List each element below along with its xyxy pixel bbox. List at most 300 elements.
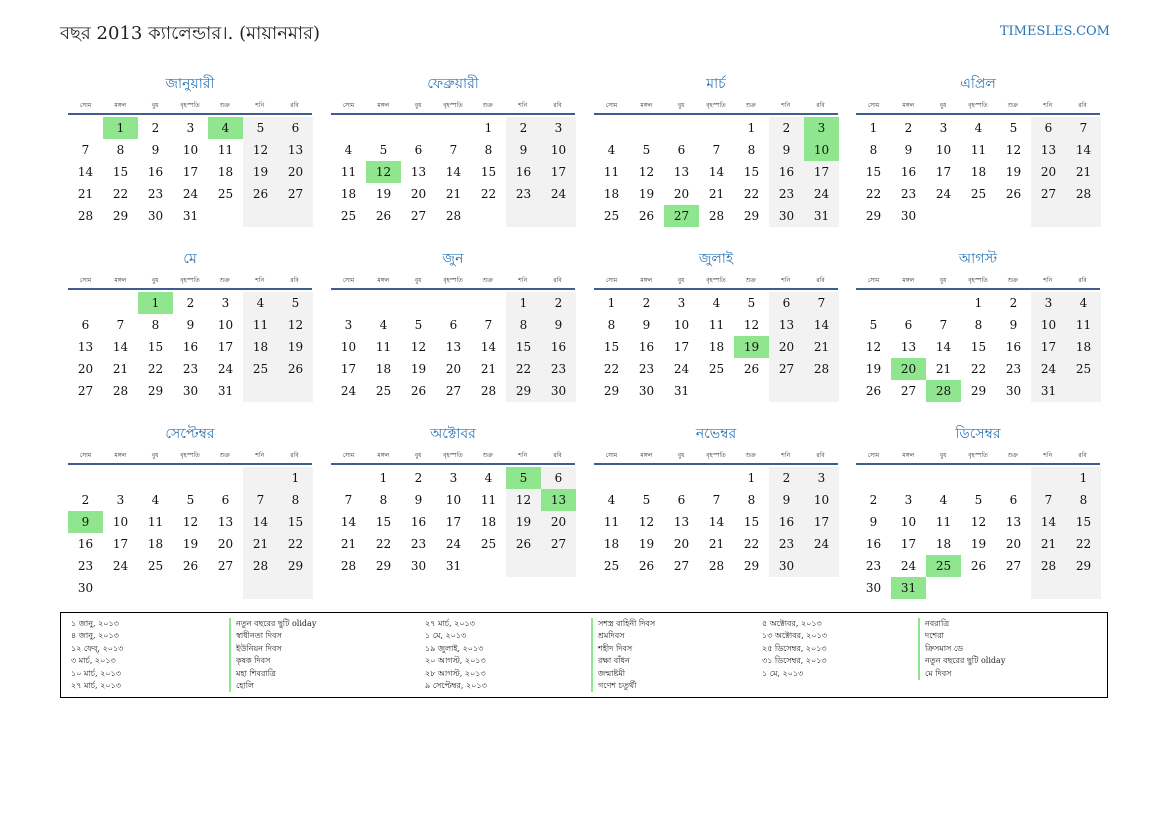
empty-day-cell: [208, 577, 243, 599]
holiday-day-cell: 28: [926, 380, 961, 402]
empty-day-cell: [208, 467, 243, 489]
day-cell: 17: [182, 165, 199, 179]
empty-day-cell: [401, 117, 436, 139]
day-cell: 18: [480, 515, 497, 529]
day-cell: 10: [541, 139, 576, 161]
empty-day-cell: [173, 467, 208, 489]
empty-day-cell: [804, 380, 839, 402]
empty-day-cell: [278, 205, 313, 227]
day-cell: 29: [970, 384, 987, 398]
empty-day-cell: [366, 117, 401, 139]
empty-day-cell: [664, 117, 699, 139]
day-cell: 7: [116, 318, 125, 332]
empty-day-cell: [996, 467, 1031, 489]
day-cell: 6: [414, 143, 423, 157]
month-name: মে: [183, 251, 197, 267]
day-cell: 1: [607, 296, 616, 310]
day-cell: 4: [1066, 292, 1101, 314]
day-cell: 25: [970, 187, 987, 201]
day-cell: 20: [673, 537, 690, 551]
day-cell: 29: [506, 380, 541, 402]
empty-day-cell: [926, 205, 961, 227]
day-cell: 31: [1031, 380, 1066, 402]
day-cell: 22: [865, 187, 882, 201]
holiday-name: গণেশ চতুর্থী: [591, 680, 655, 692]
empty-day-cell: [243, 380, 278, 402]
day-cell: 4: [712, 296, 721, 310]
day-cell: 8: [607, 318, 616, 332]
day-cell: 13: [217, 515, 234, 529]
weekday-label: মঙ্গল: [640, 102, 653, 109]
day-cell: 14: [77, 165, 94, 179]
month-name: আগস্ট: [958, 251, 998, 267]
weekday-label: শনি: [518, 277, 528, 284]
empty-day-cell: [961, 577, 996, 599]
day-cell: 20: [1031, 161, 1066, 183]
day-cell: 16: [77, 537, 94, 551]
day-cell: 25: [147, 559, 164, 573]
day-cell: 16: [769, 161, 804, 183]
holiday-name: শ্রমদিবস: [591, 630, 655, 642]
day-cell: 5: [869, 318, 878, 332]
day-cell: 11: [480, 493, 497, 507]
empty-day-cell: [103, 292, 138, 314]
holiday-name: শহীদ দিবস: [591, 643, 655, 655]
weekday-label: শুক্র: [1007, 102, 1018, 109]
day-cell: 15: [865, 165, 882, 179]
day-cell: 1: [484, 121, 493, 135]
holiday-name: হোলি: [229, 680, 316, 692]
weekday-header: [331, 98, 575, 115]
day-cell: 12: [1005, 143, 1022, 157]
day-cell: 3: [344, 318, 353, 332]
day-cell: 26: [182, 559, 199, 573]
holiday-date: ১৩ অক্টোবর, ২০১৩: [762, 631, 827, 641]
day-cell: 2: [541, 292, 576, 314]
holiday-date: ৫ অক্টোবর, ২০১৩: [762, 619, 822, 628]
day-cell: 23: [769, 533, 804, 555]
days-grid: [68, 467, 312, 599]
day-cell: 18: [243, 336, 278, 358]
day-cell: 18: [217, 165, 234, 179]
weekday-label: শুক্র: [1007, 277, 1018, 284]
day-cell: 27: [1031, 183, 1066, 205]
weekday-header: [856, 273, 1100, 290]
weekday-label: বৃহস্পতি: [443, 452, 463, 459]
weekday-label: বুধ: [414, 452, 422, 459]
day-cell: 28: [708, 209, 725, 223]
day-cell: 12: [410, 340, 427, 354]
day-cell: 3: [939, 121, 948, 135]
day-cell: 19: [182, 537, 199, 551]
weekday-label: শনি: [255, 102, 265, 109]
day-cell: 21: [243, 533, 278, 555]
day-cell: 14: [112, 340, 129, 354]
days-grid: [856, 117, 1100, 227]
days-grid: [68, 292, 312, 402]
day-cell: 30: [769, 555, 804, 577]
holiday-dates-column-1: [71, 618, 123, 692]
empty-day-cell: [1031, 577, 1066, 599]
empty-day-cell: [541, 205, 576, 227]
empty-day-cell: [103, 467, 138, 489]
day-cell: 2: [186, 296, 195, 310]
day-cell: 24: [673, 362, 690, 376]
day-cell: 2: [81, 493, 90, 507]
day-cell: 18: [603, 187, 620, 201]
day-cell: 5: [1009, 121, 1018, 135]
day-cell: 8: [278, 489, 313, 511]
weekday-label: বুধ: [414, 277, 422, 284]
empty-day-cell: [278, 380, 313, 402]
day-cell: 25: [243, 358, 278, 380]
day-cell: 16: [638, 340, 655, 354]
weekday-label: মঙ্গল: [377, 452, 390, 459]
day-cell: 13: [445, 340, 462, 354]
holiday-day-cell: 20: [891, 358, 926, 380]
day-cell: 16: [769, 511, 804, 533]
day-cell: 13: [1005, 515, 1022, 529]
day-cell: 24: [445, 537, 462, 551]
day-cell: 13: [769, 314, 804, 336]
day-cell: 25: [603, 209, 620, 223]
day-cell: 14: [243, 511, 278, 533]
day-cell: 5: [974, 493, 983, 507]
empty-day-cell: [1066, 577, 1101, 599]
holiday-names-column-2: [591, 618, 655, 692]
day-cell: 27: [900, 384, 917, 398]
weekday-label: সোম: [79, 452, 92, 459]
weekday-label: বৃহস্পতি: [968, 277, 988, 284]
empty-day-cell: [436, 117, 471, 139]
day-cell: 17: [900, 537, 917, 551]
weekday-label: সোম: [79, 102, 92, 109]
day-cell: 8: [484, 143, 493, 157]
day-cell: 18: [935, 537, 952, 551]
day-cell: 19: [970, 537, 987, 551]
holiday-date: ৩১ ডিসেম্বর, ২০১৩: [762, 656, 827, 666]
weekday-label: বুধ: [414, 102, 422, 109]
day-cell: 16: [1005, 340, 1022, 354]
empty-day-cell: [68, 467, 103, 489]
empty-day-cell: [594, 467, 629, 489]
day-cell: 26: [506, 533, 541, 555]
empty-day-cell: [926, 467, 961, 489]
day-cell: 26: [638, 209, 655, 223]
weekday-label: রবি: [290, 102, 299, 109]
weekday-label: বুধ: [677, 277, 685, 284]
day-cell: 10: [804, 489, 839, 511]
empty-day-cell: [1066, 380, 1101, 402]
day-cell: 15: [743, 515, 760, 529]
day-cell: 9: [506, 139, 541, 161]
day-cell: 30: [638, 384, 655, 398]
day-cell: 31: [445, 559, 462, 573]
day-cell: 15: [603, 340, 620, 354]
days-grid: [68, 117, 312, 227]
weekday-label: রবি: [1078, 452, 1087, 459]
day-cell: 14: [935, 340, 952, 354]
holiday-name: নতুন বছরের ছুটি oliday: [229, 618, 316, 630]
day-cell: 6: [677, 493, 686, 507]
empty-day-cell: [471, 292, 506, 314]
empty-day-cell: [961, 205, 996, 227]
day-cell: 28: [77, 209, 94, 223]
day-cell: 19: [243, 161, 278, 183]
empty-day-cell: [856, 292, 891, 314]
days-grid: [594, 117, 838, 227]
day-cell: 28: [708, 559, 725, 573]
day-cell: 31: [673, 384, 690, 398]
day-cell: 13: [673, 165, 690, 179]
days-grid: [331, 117, 575, 227]
day-cell: 12: [243, 139, 278, 161]
day-cell: 16: [147, 165, 164, 179]
weekday-label: সোম: [867, 102, 880, 109]
day-cell: 2: [769, 117, 804, 139]
day-cell: 23: [865, 559, 882, 573]
day-cell: 7: [712, 493, 721, 507]
holiday-names-column-1: [229, 618, 316, 692]
holiday-date: ৪ জানু, ২০১৩: [71, 631, 119, 641]
day-cell: 29: [147, 384, 164, 398]
day-cell: 5: [243, 117, 278, 139]
weekday-header: [68, 98, 312, 115]
day-cell: 2: [769, 467, 804, 489]
day-cell: 7: [484, 318, 493, 332]
day-cell: 26: [743, 362, 760, 376]
holiday-date: ২৫ ডিসেম্বর, ২০১৩: [762, 643, 827, 653]
weekday-label: শুক্র: [1007, 452, 1018, 459]
weekday-label: মঙ্গল: [640, 452, 653, 459]
day-cell: 29: [278, 555, 313, 577]
day-cell: 27: [1005, 559, 1022, 573]
day-cell: 20: [673, 187, 690, 201]
empty-day-cell: [436, 292, 471, 314]
day-cell: 14: [340, 515, 357, 529]
holiday-name: মে দিবস: [918, 668, 1005, 680]
day-cell: 7: [449, 143, 458, 157]
month-name: অক্টোবর: [430, 426, 476, 442]
day-cell: 15: [480, 165, 497, 179]
month-name: ফেব্রুয়ারী: [427, 76, 479, 92]
day-cell: 6: [769, 292, 804, 314]
day-cell: 3: [186, 121, 195, 135]
day-cell: 18: [340, 187, 357, 201]
weekday-label: মঙ্গল: [114, 102, 127, 109]
day-cell: 6: [677, 143, 686, 157]
day-cell: 24: [541, 183, 576, 205]
day-cell: 20: [77, 362, 94, 376]
empty-day-cell: [629, 467, 664, 489]
empty-day-cell: [138, 467, 173, 489]
day-cell: 17: [804, 161, 839, 183]
weekday-header: [594, 98, 838, 115]
month-8: [856, 248, 1100, 402]
day-cell: 22: [1066, 533, 1101, 555]
weekday-label: শুক্র: [219, 277, 230, 284]
weekday-label: শুক্র: [745, 452, 756, 459]
day-cell: 2: [414, 471, 423, 485]
holiday-name: নবরাত্রি: [918, 618, 1005, 630]
day-cell: 29: [743, 209, 760, 223]
site-link[interactable]: TIMESLES.COM: [999, 24, 1110, 39]
day-cell: 5: [278, 292, 313, 314]
day-cell: 2: [151, 121, 160, 135]
holiday-dates-column-3: [762, 618, 827, 680]
weekday-label: রবি: [816, 102, 825, 109]
day-cell: 9: [151, 143, 160, 157]
weekday-label: মঙ্গল: [902, 452, 915, 459]
empty-day-cell: [769, 380, 804, 402]
weekday-header: [856, 448, 1100, 465]
weekday-label: বুধ: [939, 277, 947, 284]
empty-day-cell: [541, 555, 576, 577]
day-cell: 28: [480, 384, 497, 398]
holiday-dates-column-2: [425, 618, 487, 692]
day-cell: 28: [340, 559, 357, 573]
weekday-label: শনি: [1043, 102, 1053, 109]
day-cell: 30: [182, 384, 199, 398]
day-cell: 5: [414, 318, 423, 332]
day-cell: 27: [541, 533, 576, 555]
day-cell: 7: [344, 493, 353, 507]
empty-day-cell: [629, 117, 664, 139]
day-cell: 23: [1005, 362, 1022, 376]
day-cell: 12: [638, 165, 655, 179]
empty-day-cell: [1031, 205, 1066, 227]
day-cell: 7: [81, 143, 90, 157]
day-cell: 24: [804, 533, 839, 555]
weekday-label: রবি: [553, 277, 562, 284]
empty-day-cell: [734, 380, 769, 402]
day-cell: 10: [217, 318, 234, 332]
day-cell: 16: [506, 161, 541, 183]
day-cell: 16: [541, 336, 576, 358]
day-cell: 30: [410, 559, 427, 573]
day-cell: 25: [1066, 358, 1101, 380]
day-cell: 5: [379, 143, 388, 157]
day-cell: 17: [804, 511, 839, 533]
day-cell: 28: [445, 209, 462, 223]
day-cell: 5: [642, 143, 651, 157]
day-cell: 28: [1031, 555, 1066, 577]
day-cell: 19: [638, 537, 655, 551]
day-cell: 10: [112, 515, 129, 529]
empty-day-cell: [243, 467, 278, 489]
weekday-label: বৃহস্পতি: [706, 102, 726, 109]
holiday-date: ১২ ফেব্, ২০১৩: [71, 643, 124, 653]
holiday-day-cell: 1: [103, 117, 138, 139]
day-cell: 25: [217, 187, 234, 201]
empty-day-cell: [891, 292, 926, 314]
day-cell: 12: [638, 515, 655, 529]
weekday-label: বুধ: [677, 452, 685, 459]
days-grid: [856, 467, 1100, 599]
month-1: [68, 73, 312, 227]
weekday-label: বুধ: [677, 102, 685, 109]
day-cell: 20: [445, 362, 462, 376]
day-cell: 11: [147, 515, 164, 529]
day-cell: 22: [603, 362, 620, 376]
day-cell: 22: [375, 537, 392, 551]
holiday-name: স্বাধীনতা দিবস: [229, 630, 316, 642]
day-cell: 6: [278, 117, 313, 139]
day-cell: 17: [1031, 336, 1066, 358]
empty-day-cell: [1066, 205, 1101, 227]
day-cell: 18: [708, 340, 725, 354]
month-name: মার্চ: [706, 76, 726, 92]
day-cell: 19: [375, 187, 392, 201]
day-cell: 19: [410, 362, 427, 376]
month-11: [594, 423, 838, 577]
empty-day-cell: [891, 467, 926, 489]
day-cell: 6: [449, 318, 458, 332]
day-cell: 18: [147, 537, 164, 551]
day-cell: 31: [182, 209, 199, 223]
day-cell: 21: [445, 187, 462, 201]
day-cell: 29: [112, 209, 129, 223]
day-cell: 3: [904, 493, 913, 507]
day-cell: 21: [77, 187, 94, 201]
day-cell: 11: [708, 318, 725, 332]
day-cell: 13: [1031, 139, 1066, 161]
day-cell: 23: [541, 358, 576, 380]
day-cell: 15: [743, 165, 760, 179]
day-cell: 26: [638, 559, 655, 573]
day-cell: 10: [935, 143, 952, 157]
day-cell: 8: [1066, 489, 1101, 511]
holiday-day-cell: 31: [891, 577, 926, 599]
day-cell: 25: [603, 559, 620, 573]
day-cell: 3: [116, 493, 125, 507]
days-grid: [594, 467, 838, 577]
day-cell: 14: [804, 314, 839, 336]
day-cell: 19: [278, 336, 313, 358]
day-cell: 11: [603, 165, 620, 179]
day-cell: 16: [865, 537, 882, 551]
day-cell: 21: [1066, 161, 1101, 183]
holiday-date: ১ মে, ২০১৩: [425, 631, 467, 641]
day-cell: 17: [340, 362, 357, 376]
empty-day-cell: [331, 467, 366, 489]
weekday-label: শুক্র: [482, 277, 493, 284]
day-cell: 26: [865, 384, 882, 398]
day-cell: 23: [77, 559, 94, 573]
day-cell: 8: [379, 493, 388, 507]
holiday-day-cell: 27: [664, 205, 699, 227]
day-cell: 3: [541, 117, 576, 139]
day-cell: 6: [1031, 117, 1066, 139]
weekday-label: বৃহস্পতি: [443, 277, 463, 284]
day-cell: 22: [147, 362, 164, 376]
holiday-date: ১৯ জুলাই, ২০১৩: [425, 643, 484, 653]
day-cell: 19: [1005, 165, 1022, 179]
empty-day-cell: [996, 577, 1031, 599]
day-cell: 25: [375, 384, 392, 398]
weekday-label: সোম: [342, 277, 355, 284]
weekday-label: শনি: [518, 452, 528, 459]
day-cell: 31: [804, 205, 839, 227]
day-cell: 23: [147, 187, 164, 201]
weekday-label: শনি: [781, 277, 791, 284]
empty-day-cell: [506, 555, 541, 577]
weekday-label: শুক্র: [219, 452, 230, 459]
weekday-label: সোম: [605, 277, 618, 284]
day-cell: 8: [151, 318, 160, 332]
day-cell: 7: [804, 292, 839, 314]
weekday-label: শনি: [781, 102, 791, 109]
